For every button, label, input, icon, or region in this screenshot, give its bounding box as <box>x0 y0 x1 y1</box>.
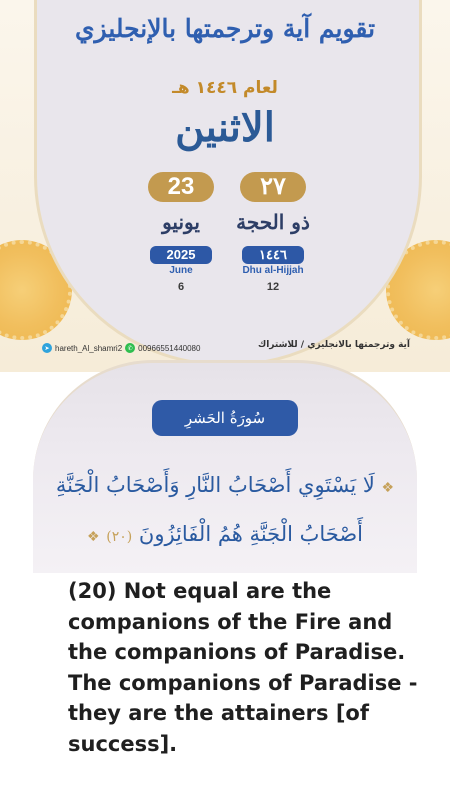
gregorian-month-number: 6 <box>177 281 185 293</box>
calendar-title: تقويم آية وترجمتها بالإنجليزي <box>74 14 376 43</box>
hijri-month-number: 12 <box>266 281 280 293</box>
ornament-icon: ❖ <box>86 529 100 545</box>
telegram-icon[interactable]: ➤ <box>42 343 52 353</box>
english-translation: (20) Not equal are the companions of the Fire and the companions of Paradise. The companions of Paradise - they are the attainers [of success]. <box>68 579 418 756</box>
arabic-verse-text: لَا يَسْتَوِي أَصْحَابُ النَّارِ وَأَصْحَابُ الْجَنَّةِ أَصْحَابُ الْجَنَّةِ هُمُ الْفَائِزُونَ <box>55 473 375 546</box>
gregorian-month-arabic: يونيو <box>162 210 200 234</box>
whatsapp-number[interactable]: 00966551440080 <box>138 343 201 353</box>
telegram-handle[interactable]: hareth_Al_shamri2 <box>55 343 123 353</box>
gregorian-day-badge: 23 <box>148 172 214 202</box>
day-name: الاثنين <box>175 104 275 151</box>
ornament-icon: ❖ <box>381 480 395 496</box>
surah-name-badge: سُورَةُ الحَشرِ <box>152 400 298 436</box>
verse-number-marker: (٢٠) <box>106 529 133 545</box>
hijri-month-english: Dhu al-Hijjah <box>242 265 304 276</box>
gregorian-year-badge: 2025 <box>150 246 212 264</box>
hijri-day-badge: ٢٧ <box>240 172 306 202</box>
arch-frame <box>34 0 422 366</box>
gregorian-month-english: June <box>169 265 193 276</box>
contact-info <box>42 341 200 355</box>
hijri-month-arabic: ذو الحجة <box>236 210 310 234</box>
verse-number: ٢٠ <box>111 529 127 545</box>
whatsapp-icon[interactable]: ✆ <box>125 343 135 353</box>
subscribe-text: آية وترجمتها بالانجليزي / للاشتراك <box>257 340 410 350</box>
calendar-header <box>0 0 450 372</box>
arabic-verse <box>50 462 400 560</box>
hijri-year-line: لعام ١٤٤٦ هـ <box>172 78 278 98</box>
hijri-year-badge: ١٤٤٦ <box>242 246 304 264</box>
